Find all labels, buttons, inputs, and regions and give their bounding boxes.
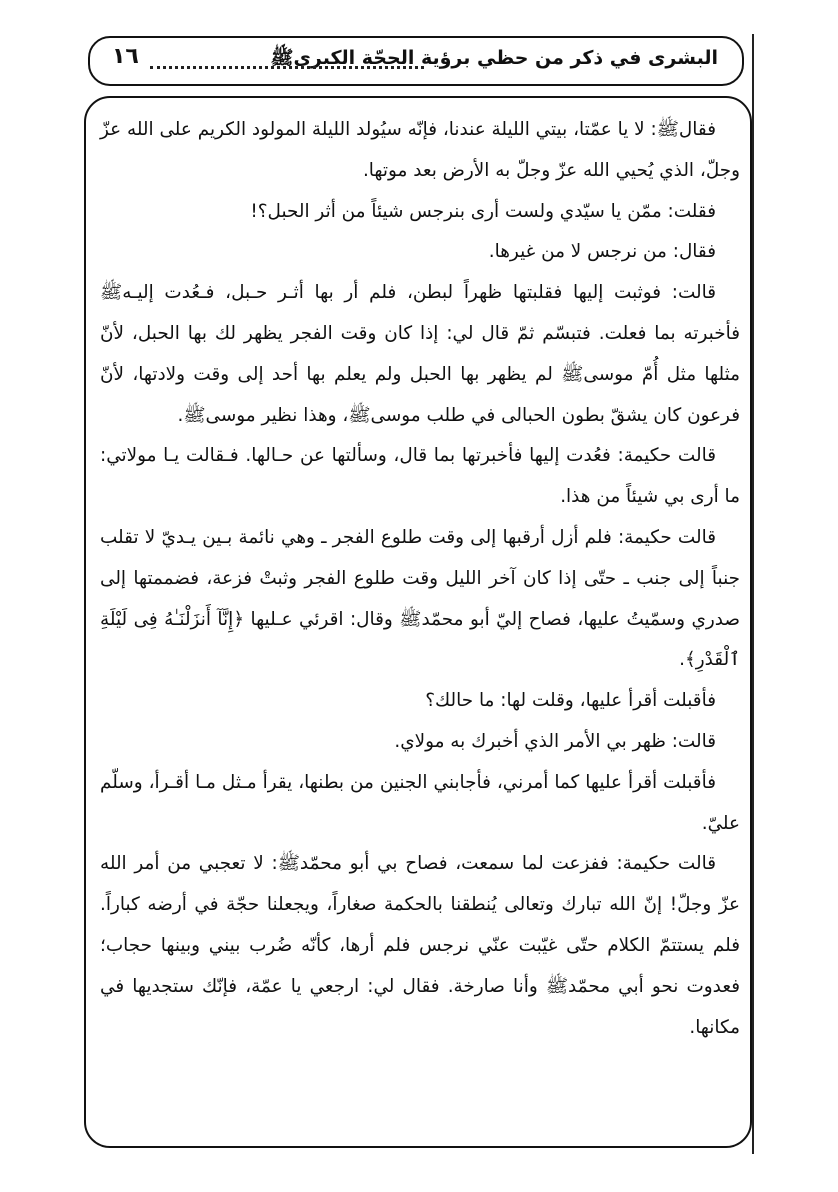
paragraph: قالت حكيمة: فلم أزل أرقبها إلى وقت طلوع الفجر ـ وهي نائمة بـين يـديّ لا تقلب جنباً إلى جنب ـ حتّى إذا كان آخر الليل وقت طلوع الفجر وثبتْ فزعة، فضممتها إلى صدري وسمّيتُ عليها، فصاح إليّ أبو محمّدﷺ وقال: اقرئي عـليها ﴿إِنَّآ أَنزَلْنَـٰهُ فِى لَيْلَةِ ٱلْقَدْرِ﴾. xyxy=(100,526,740,671)
paragraph: فأقبلت أقرأ عليها، وقلت لها: ما حالك؟ xyxy=(425,690,716,712)
paragraph: فأقبلت أقرأ عليها كما أمرني، فأجابني الجنين من بطنها، يقرأ مـثل مـا أقـرأ، وسلّم عليّ. xyxy=(100,771,740,834)
paragraph: فقالﷺ: لا يا عمّتا، بيتي الليلة عندنا، فإنّه سيُولد الليلة المولود الكريم على الله عزّ وجلّ، الذي يُحيي الله عزّ وجلّ به الأرض بعد موتها. xyxy=(100,119,740,181)
paragraph: قالت: ظهر بي الأمر الذي أخبرك به مولاي. xyxy=(394,730,716,752)
margin-rule xyxy=(752,34,754,1154)
header-title: البشرى في ذكر من حظي برؤية الحجّة الكبرىﷺ xyxy=(270,47,718,69)
page-number: ١٦ xyxy=(112,44,139,69)
body-text xyxy=(100,110,740,1048)
paragraph: قالت حكيمة: فعُدت إليها فأخبرتها بما قال، وسألتها عن حـالها. فـقالت يـا مولاتي: ما أرى بي شيئاً من هذا. xyxy=(100,445,740,508)
paragraph: قالت: فوثبت إليها فقلبتها ظهراً لبطن، فلم أر بها أثـر حـبل، فـعُدت إليـهﷺ فأخبرته بما فعلت. فتبسّم ثمّ قال لي: إذا كان وقت الفجر يظهر لك بها الحبل، لأنّ مثلها مثل أُمّ موسىﷺ لم يظهر بها الحبل ولم يعلم بها أحد إلى وقت ولادتها، لأنّ فرعون كان يشقّ بطون الحبالى في طلب موسىﷺ، وهذا نظير موسىﷺ. xyxy=(100,282,740,426)
running-header xyxy=(88,36,744,86)
header-leader-dots xyxy=(150,66,424,69)
paragraph: فقال: من نرجس لا من غيرها. xyxy=(488,241,716,263)
paragraph: قالت حكيمة: ففزعت لما سمعت، فصاح بي أبو محمّدﷺ: لا تعجبي من أمر الله عزّ وجلّ! إنّ الله تبارك وتعالى يُنطقنا بالحكمة صغاراً، ويجعلنا حجّة في أرضه كباراً. فلم يستتمّ الكلام حتّى غيّبت عنّي نرجس فلم أرها، كأنّه ضُرب بيني وبينها حجاب؛ فعدوت نحو أبي محمّدﷺ وأنا صارخة. فقال لي: ارجعي يا عمّة، فإنّك ستجديها في مكانها. xyxy=(100,853,740,1038)
paragraph: فقلت: ممّن يا سيّدي ولست أرى بنرجس شيئاً من أثر الحبل؟! xyxy=(250,200,716,222)
